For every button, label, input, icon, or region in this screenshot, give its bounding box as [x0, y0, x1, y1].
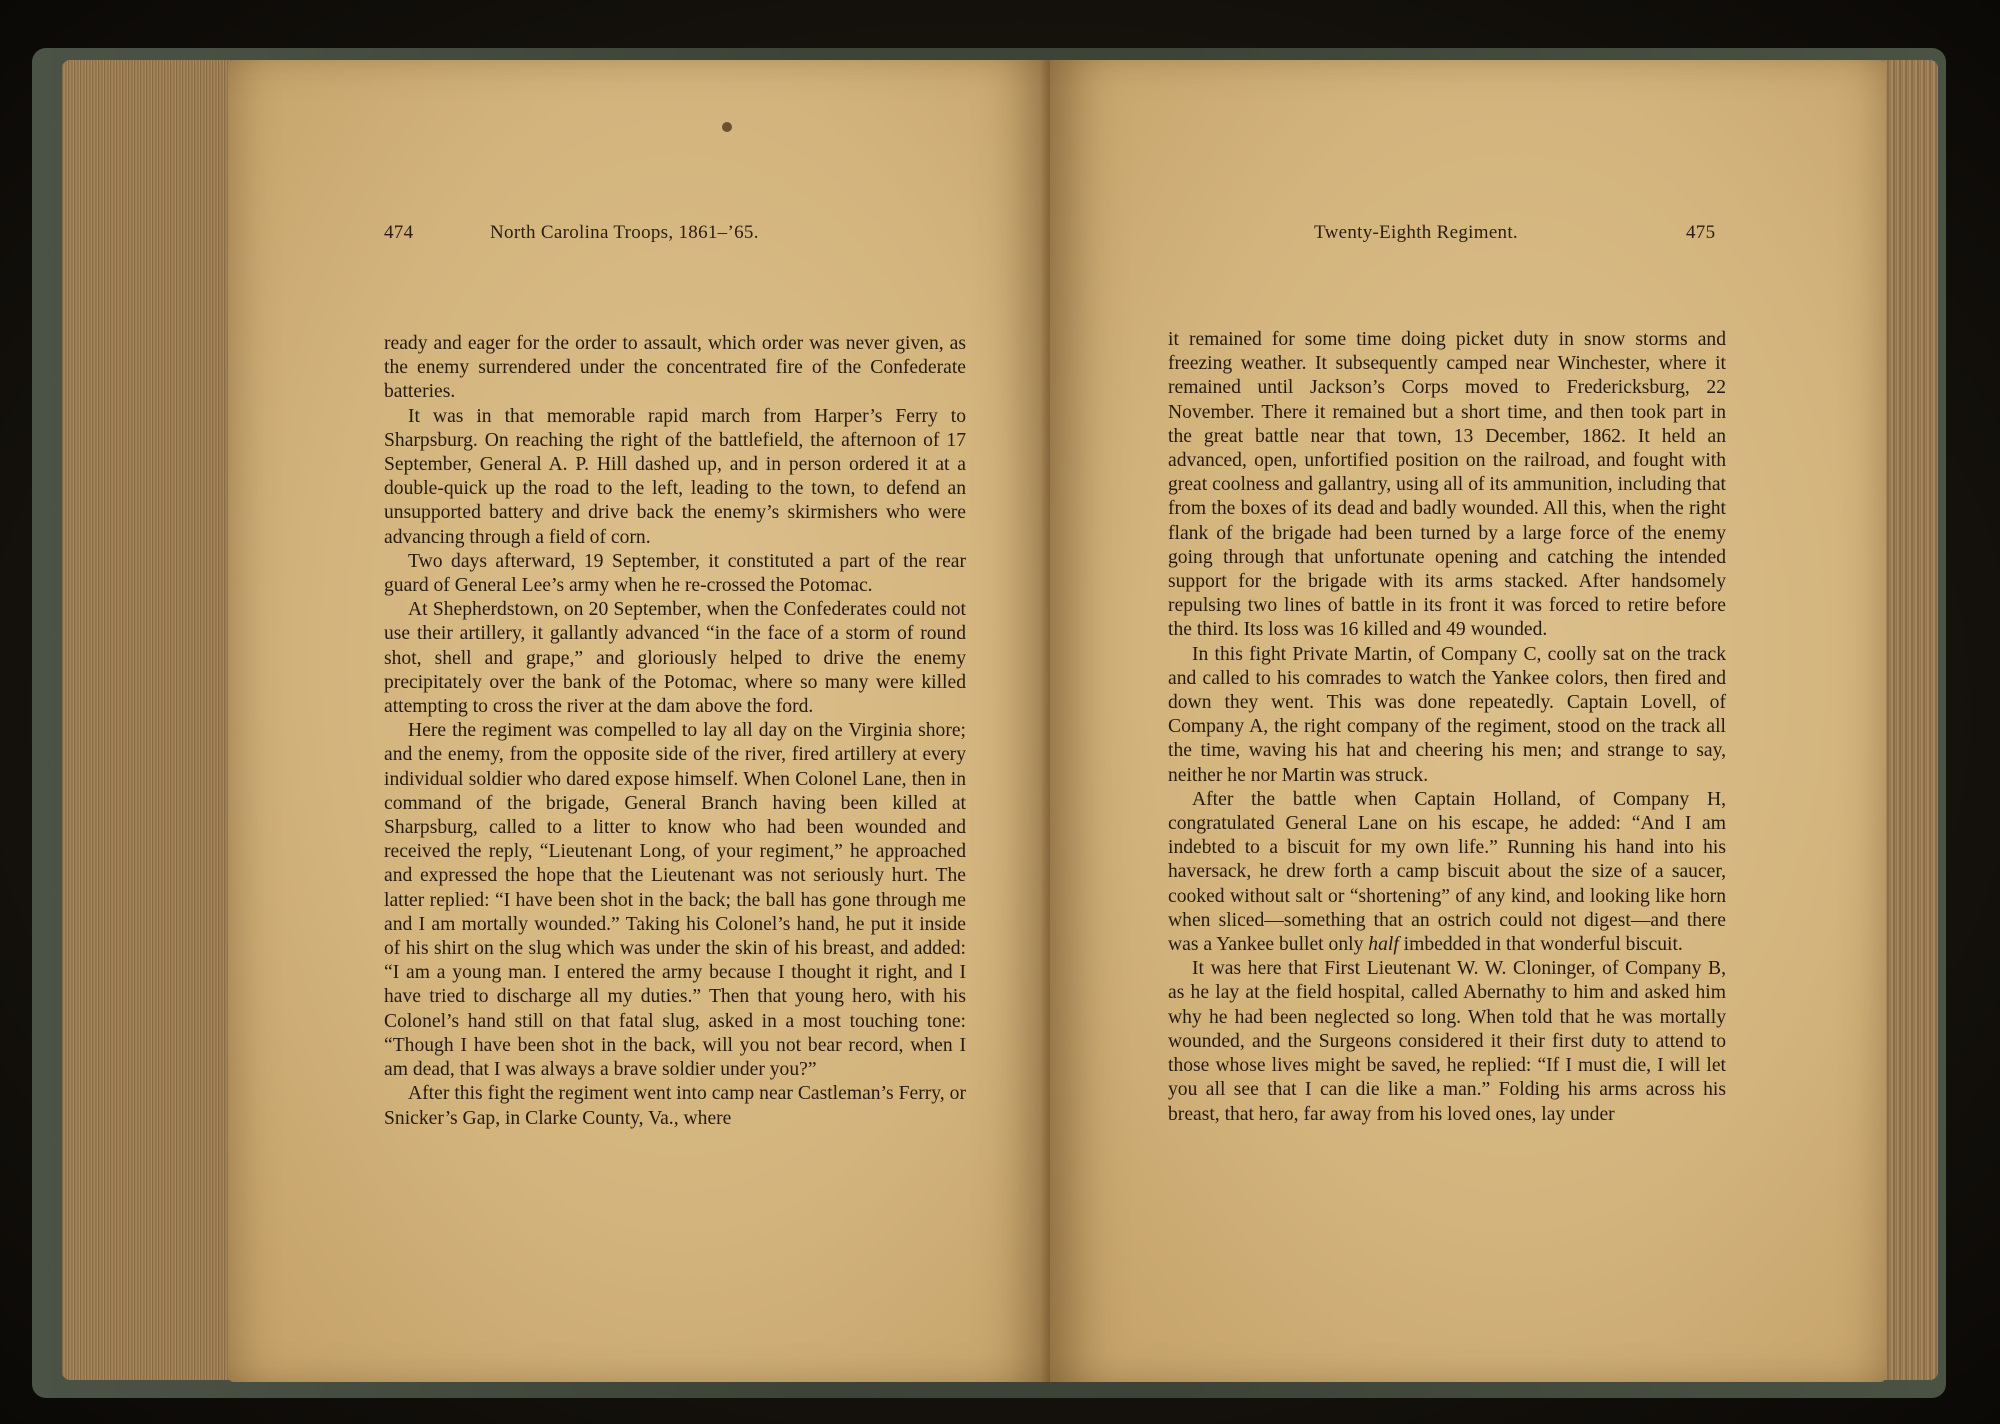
- left-running-head: North Carolina Troops, 1861–’65.: [490, 222, 759, 243]
- right-page-body: [1168, 328, 1726, 1127]
- left-page-body: [384, 332, 966, 1131]
- paragraph: At Shepherdstown, on 20 September, when the Confederates could not use their artillery, it gallantly advanced “in the face of a storm of round shot, shell and grape,” and gloriously helped to drive the enemy precipitately over the bank of the Potomac, where so many were killed attempting to cross the river at the dam above the ford.: [384, 599, 966, 718]
- page-stack-left: [62, 60, 242, 1380]
- paragraph-tail: imbedded in that wonderful biscuit.: [1398, 934, 1683, 956]
- paragraph: In this fight Private Martin, of Company C, coolly sat on the track and called to his comrades to watch the Yankee colors, then fired and down they went. This was done repeatedly. Captain Lovell, of Company A, the right company of the regiment, stood on the track all the time, waving his hat and cheering his men; and strange to say, neither he nor Martin was struck.: [1168, 643, 1726, 786]
- right-running-head: Twenty-Eighth Regiment.: [1314, 222, 1518, 243]
- paragraph: Here the regiment was compelled to lay all day on the Virginia shore; and the enemy, from the opposite side of the river, fired artillery at every individual soldier who dared expose himself. When Colonel Lane, then in command of the brigade, General Branch having been killed at Sharpsburg, called to a litter to know who had been wounded and received the reply, “Lieutenant Long, of your regiment,” he approached and expressed the hope that the Lieutenant was not seriously hurt. The latter replied: “I have been shot in the back; the ball has gone through me and I am mortally wounded.” Taking his Colonel’s hand, he put it inside of his shirt on the slug which was under the skin of his breast, and added: “I am a young man. I entered the army because I thought it right, and I have tried to discharge all my duties.” Then that young hero, with his Colonel’s hand still on that fatal slug, asked in a most touching tone: “Though I have been shot in the back, will you not bear record, when I am dead, that I was always a brave soldier under you?”: [384, 720, 966, 1081]
- paragraph: ready and eager for the order to assault, which order was never given, as the enemy surrendered under the concentrated fire of the Confederate batteries.: [384, 333, 966, 403]
- left-page-number: 474: [384, 222, 414, 243]
- paragraph: It was here that First Lieutenant W. W. Cloninger, of Company B, as he lay at the field hospital, called Abernathy to him and asked him why he had been neglected so long. When told that he was mortally wounded, and the Surgeons considered it their first duty to attend to those whose lives might be saved, he replied: “If I must die, I will let you all see that I can die like a man.” Folding his arms across his breast, that hero, far away from his loved ones, lay under: [1168, 958, 1726, 1125]
- italic-word: half: [1368, 934, 1399, 956]
- paragraph: it remained for some time doing picket duty in snow storms and freezing weather. It subsequently camped near Winchester, where it remained until Jackson’s Corps moved to Fredericksburg, 22 November. There it remained but a short time, and then took part in the great battle near that town, 13 December, 1862. It held an advanced, open, unfortified position on the railroad, and fought with great coolness and gallantry, using all of its ammunition, including that from the boxes of its dead and badly wounded. All this, when the right flank of the brigade had been turned by a large force of the enemy going through that unfortunate opening and catching the intended support for the brigade with its arms stacked. After handsomely repulsing two lines of battle in its front it was forced to retire before the third. Its loss was 16 killed and 49 wounded.: [1168, 329, 1726, 641]
- paragraph-text: After the battle when Captain Holland, of Company H, congratulated General Lane on his escape, he added: “And I am indebted to a biscuit for my own life.” Running his hand into his haversack, he drew forth a camp biscuit about the size of a saucer, cooked without salt or “shortening” of any kind, and looking like horn when sliced—something that an ostrich could not digest—and there was a Yankee bullet only: [1168, 788, 1726, 956]
- page-stack-right: [1878, 60, 1938, 1380]
- paragraph: [1168, 788, 1726, 957]
- left-page: [228, 60, 1050, 1382]
- paper-speck: [722, 122, 732, 132]
- paragraph: Two days afterward, 19 September, it constituted a part of the rear guard of General Lee’s army when he re-crossed the Potomac.: [384, 550, 966, 597]
- paragraph: It was in that memorable rapid march from Harper’s Ferry to Sharpsburg. On reaching the right of the battlefield, the afternoon of 17 September, General A. P. Hill dashed up, and in person ordered it at a double-quick up the road to the left, leading to the town, to defend an unsupported battery and drive back the enemy’s skirmishers who were advancing through a field of corn.: [384, 405, 966, 548]
- right-page: [1050, 60, 1886, 1382]
- paragraph: After this fight the regiment went into camp near Castleman’s Ferry, or Snicker’s Gap, in Clarke County, Va., where: [384, 1083, 966, 1129]
- right-page-number: 475: [1686, 222, 1716, 243]
